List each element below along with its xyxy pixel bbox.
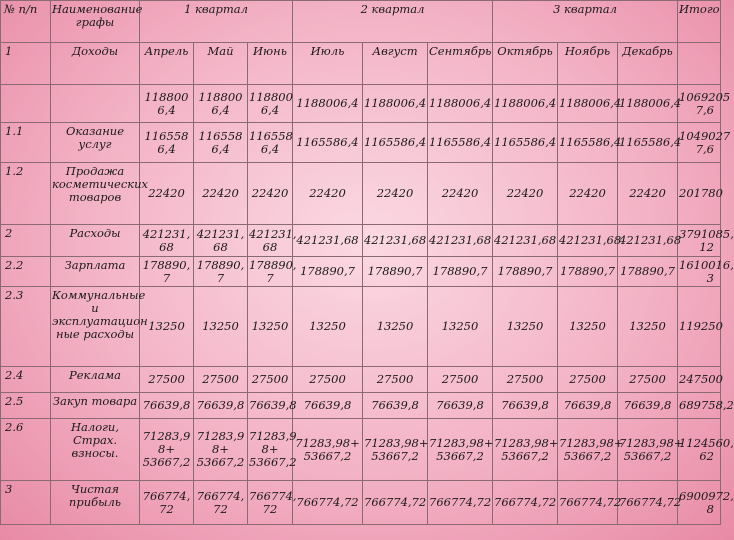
header-q2: 2 квартал bbox=[293, 1, 493, 43]
value-cell: 76639,8 bbox=[140, 393, 194, 419]
value-cell: 76639,8 bbox=[248, 393, 293, 419]
value-cell: 13250 bbox=[558, 287, 618, 367]
value-cell: 13250 bbox=[493, 287, 558, 367]
total-cell: 1049027 7,6 bbox=[678, 123, 721, 163]
table-row bbox=[1, 123, 721, 163]
value-cell: 13250 bbox=[194, 287, 248, 367]
header-num: № п/п bbox=[1, 1, 51, 43]
value-cell: 1165586,4 bbox=[618, 123, 678, 163]
value-cell: 421231,68 bbox=[618, 225, 678, 257]
value-cell: 27500 bbox=[618, 367, 678, 393]
value-cell: 766774,72 bbox=[363, 481, 428, 525]
value-cell: 421231,68 bbox=[293, 225, 363, 257]
value-cell: 71283,98+ 53667,2 bbox=[558, 419, 618, 481]
row-number: 2.2 bbox=[1, 257, 51, 287]
value-cell: 178890,7 bbox=[363, 257, 428, 287]
total-cell: 1610016, 3 bbox=[679, 257, 734, 285]
month-label: Апрель bbox=[140, 43, 194, 85]
value-cell: 76639,8 bbox=[558, 393, 618, 419]
table-row bbox=[1, 287, 721, 367]
row-name bbox=[51, 85, 140, 123]
value-cell: 27500 bbox=[248, 367, 293, 393]
value-cell: 421231, 68 bbox=[194, 225, 248, 257]
value-cell: 27500 bbox=[428, 367, 493, 393]
value-cell: 116558 6,4 bbox=[194, 123, 248, 163]
row-name: Закуп товара bbox=[51, 393, 140, 419]
value-cell: 76639,8 bbox=[194, 393, 248, 419]
value-cell: 766774,72 bbox=[558, 481, 618, 525]
value-cell: 766774,72 bbox=[493, 481, 558, 525]
row-name: Оказание услуг bbox=[51, 123, 140, 163]
total-cell: 6900972, 8 bbox=[678, 481, 721, 525]
row-number: 2.5 bbox=[1, 393, 51, 419]
value-cell: 178890, 7 bbox=[194, 257, 248, 287]
value-cell: 13250 bbox=[618, 287, 678, 367]
row-name: Доходы bbox=[51, 43, 140, 85]
table-row bbox=[1, 257, 721, 287]
value-cell: 1165586,4 bbox=[363, 123, 428, 163]
value-cell: 118800 6,4 bbox=[140, 85, 194, 123]
value-cell: 22420 bbox=[194, 163, 248, 225]
value-cell: 27500 bbox=[363, 367, 428, 393]
total-cell: 247500 bbox=[678, 367, 721, 393]
value-cell: 766774, 72 bbox=[248, 481, 293, 525]
total-cell: 201780 bbox=[678, 163, 721, 225]
value-cell: 116558 6,4 bbox=[248, 123, 293, 163]
value-cell: 13250 bbox=[248, 287, 293, 367]
value-cell: 1165586,4 bbox=[428, 123, 493, 163]
value-cell: 22420 bbox=[140, 163, 194, 225]
value-cell: 76639,8 bbox=[293, 393, 363, 419]
value-cell: 116558 6,4 bbox=[140, 123, 194, 163]
total-cell: 119250 bbox=[678, 287, 721, 367]
value-cell: 178890,7 bbox=[293, 257, 363, 287]
table-row bbox=[1, 225, 721, 257]
value-cell: 13250 bbox=[428, 287, 493, 367]
header-name: Наименование графы bbox=[51, 1, 140, 43]
value-cell: 71283,9 8+ 53667,2 bbox=[194, 419, 248, 481]
table-row bbox=[1, 43, 721, 85]
month-label: Июнь bbox=[248, 43, 293, 85]
value-cell: 1165586,4 bbox=[293, 123, 363, 163]
value-cell: 178890,7 bbox=[493, 257, 558, 287]
row-name: Реклама bbox=[51, 367, 140, 393]
value-cell: 71283,98+ 53667,2 bbox=[618, 419, 678, 481]
value-cell: 766774,72 bbox=[293, 481, 363, 525]
value-cell: 76639,8 bbox=[618, 393, 678, 419]
value-cell: 178890,7 bbox=[618, 257, 678, 287]
value-cell: 71283,98+ 53667,2 bbox=[428, 419, 493, 481]
value-cell: 76639,8 bbox=[493, 393, 558, 419]
header-row bbox=[1, 1, 721, 43]
header-q3: 3 квартал bbox=[493, 1, 678, 43]
row-number: 1 bbox=[1, 43, 51, 85]
month-label: Ноябрь bbox=[558, 43, 618, 85]
value-cell: 71283,9 8+ 53667,2 bbox=[140, 419, 194, 481]
value-cell: 71283,98+ 53667,2 bbox=[363, 419, 428, 481]
value-cell: 13250 bbox=[140, 287, 194, 367]
value-cell: 22420 bbox=[248, 163, 293, 225]
value-cell: 27500 bbox=[140, 367, 194, 393]
header-q1: 1 квартал bbox=[140, 1, 293, 43]
value-cell: 27500 bbox=[293, 367, 363, 393]
total-cell: 689758,2 bbox=[678, 393, 721, 419]
value-cell: 76639,8 bbox=[428, 393, 493, 419]
value-cell: 766774, 72 bbox=[140, 481, 194, 525]
row-number: 2.3 bbox=[1, 287, 51, 367]
table-row bbox=[1, 367, 721, 393]
value-cell: 1188006,4 bbox=[293, 85, 363, 123]
value-cell: 421231,68 bbox=[363, 225, 428, 257]
value-cell: 71283,9 8+ 53667,2 bbox=[248, 419, 293, 481]
header-total: Итого bbox=[678, 1, 721, 43]
total-cell bbox=[678, 43, 721, 85]
table-row bbox=[1, 419, 721, 481]
value-cell: 421231, 68 bbox=[140, 225, 194, 257]
value-cell: 178890,7 bbox=[428, 257, 493, 287]
total-cell: 3791085, 12 bbox=[678, 225, 721, 257]
table-row bbox=[1, 481, 721, 525]
value-cell: 1165586,4 bbox=[558, 123, 618, 163]
value-cell: 421231,68 bbox=[428, 225, 493, 257]
value-cell: 1188006,4 bbox=[618, 85, 678, 123]
total-cell: 1124560, 62 bbox=[678, 419, 721, 481]
total-cell: 1069205 7,6 bbox=[678, 85, 721, 123]
row-name: Расходы bbox=[51, 225, 140, 257]
table-row bbox=[1, 85, 721, 123]
month-label: Июль bbox=[293, 43, 363, 85]
value-cell: 118800 6,4 bbox=[248, 85, 293, 123]
value-cell: 178890, 7 bbox=[140, 257, 194, 287]
value-cell: 1188006,4 bbox=[493, 85, 558, 123]
value-cell: 766774, 72 bbox=[194, 481, 248, 525]
row-number: 1.2 bbox=[1, 163, 51, 225]
row-number: 2.6 bbox=[1, 419, 51, 481]
value-cell: 421231, 68 bbox=[248, 225, 293, 257]
value-cell: 1188006,4 bbox=[363, 85, 428, 123]
value-cell: 22420 bbox=[428, 163, 493, 225]
value-cell: 13250 bbox=[293, 287, 363, 367]
month-label: Октябрь bbox=[493, 43, 558, 85]
table-row bbox=[1, 163, 721, 225]
row-name: Чистая прибыль bbox=[51, 481, 140, 525]
month-label: Декабрь bbox=[618, 43, 678, 85]
value-cell: 71283,98+ 53667,2 bbox=[293, 419, 363, 481]
value-cell: 27500 bbox=[493, 367, 558, 393]
row-name: Коммунальные и эксплуатацион ные расходы bbox=[51, 287, 140, 367]
month-label: Август bbox=[363, 43, 428, 85]
value-cell: 13250 bbox=[363, 287, 428, 367]
value-cell: 22420 bbox=[293, 163, 363, 225]
value-cell: 76639,8 bbox=[363, 393, 428, 419]
value-cell: 118800 6,4 bbox=[194, 85, 248, 123]
value-cell: 27500 bbox=[558, 367, 618, 393]
month-label: Май bbox=[194, 43, 248, 85]
value-cell: 71283,98+ 53667,2 bbox=[493, 419, 558, 481]
row-number bbox=[1, 85, 51, 123]
value-cell: 766774,72 bbox=[618, 481, 678, 525]
row-number: 1.1 bbox=[1, 123, 51, 163]
month-label: Сентябрь bbox=[428, 43, 493, 85]
table-row bbox=[1, 393, 721, 419]
value-cell: 22420 bbox=[493, 163, 558, 225]
value-cell: 22420 bbox=[618, 163, 678, 225]
value-cell: 178890, 7 bbox=[249, 257, 297, 285]
value-cell: 178890,7 bbox=[558, 257, 618, 287]
value-cell: 421231,68 bbox=[493, 225, 558, 257]
value-cell: 27500 bbox=[194, 367, 248, 393]
value-cell: 766774,72 bbox=[428, 481, 493, 525]
value-cell: 1188006,4 bbox=[428, 85, 493, 123]
row-number: 3 bbox=[1, 481, 51, 525]
row-number: 2 bbox=[1, 225, 51, 257]
row-name: Налоги, Страх. взносы. bbox=[51, 419, 140, 481]
value-cell: 1188006,4 bbox=[558, 85, 618, 123]
row-name: Зарплата bbox=[51, 257, 140, 287]
row-name: Продажа косметических товаров bbox=[51, 163, 140, 225]
value-cell: 22420 bbox=[558, 163, 618, 225]
value-cell: 22420 bbox=[363, 163, 428, 225]
value-cell: 1165586,4 bbox=[493, 123, 558, 163]
row-number: 2.4 bbox=[1, 367, 51, 393]
value-cell: 421231,68 bbox=[558, 225, 618, 257]
